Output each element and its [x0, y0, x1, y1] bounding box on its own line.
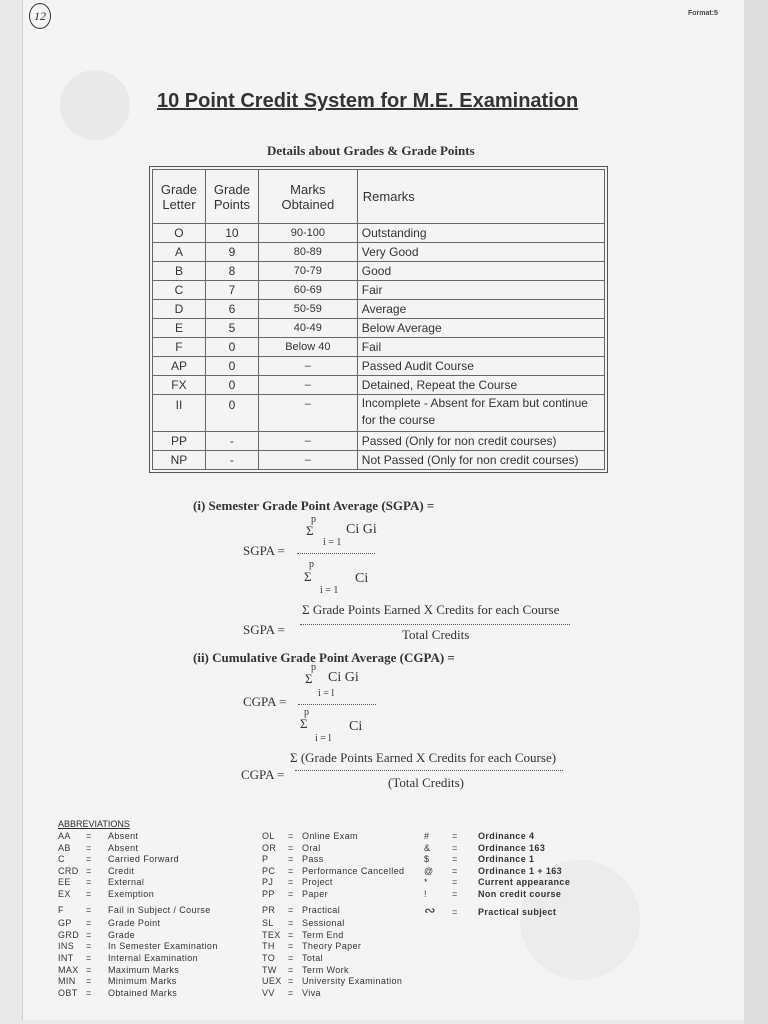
abbreviation-meaning: Total [302, 953, 324, 963]
abbreviation-meaning: Project [302, 877, 333, 888]
table-subtitle: Details about Grades & Grade Points [267, 143, 475, 158]
table-row [153, 319, 605, 338]
cgpa-den-lower-limit: i = l [315, 733, 332, 744]
abbreviation-meaning: Exemption [108, 889, 155, 899]
cgpa-label: CGPA = [243, 694, 287, 709]
abbreviation-code: ! [424, 889, 427, 899]
abbreviation-code: INS [58, 941, 75, 952]
abbreviation-meaning: Performance Cancelled [302, 865, 405, 876]
page-number: 12 [29, 3, 51, 29]
abbreviation-code: P [262, 854, 269, 865]
abbreviation-meaning: Absent [108, 842, 139, 853]
abbreviation-code: TH [262, 941, 275, 952]
abbreviation-meaning: Practical [302, 904, 341, 915]
abbreviation-item [262, 866, 404, 876]
abbreviation-item [58, 941, 218, 951]
equals-sign: = [288, 889, 294, 899]
abbreviation-meaning: Ordinance 163 [478, 842, 546, 853]
abbreviation-item [262, 976, 402, 986]
abbreviation-meaning: Non credit course [478, 889, 562, 899]
grade-points-cell: 5 [205, 319, 258, 338]
equals-sign: = [86, 987, 92, 998]
abbreviation-code: PC [262, 865, 276, 876]
abbreviation-code: TW [262, 964, 277, 975]
abbreviation-meaning: Sessional [302, 918, 345, 929]
scan-edge [744, 0, 768, 1024]
abbreviation-code: & [424, 842, 431, 853]
equals-sign: = [86, 941, 92, 952]
abbreviation-code: TO [262, 953, 276, 963]
equals-sign: = [86, 929, 92, 940]
grade-letter-cell: B [153, 262, 206, 281]
abbreviation-meaning: Fail in Subject / Course [108, 904, 211, 915]
abbreviation-code: $ [424, 854, 430, 865]
abbreviation-item [262, 877, 333, 887]
abbreviation-item [262, 953, 323, 963]
header-grade-letter: Grade Letter [153, 170, 206, 224]
abbreviation-item [424, 854, 534, 864]
equals-sign: = [452, 865, 458, 876]
abbreviation-code: OR [262, 842, 277, 853]
table-row [153, 451, 605, 470]
grade-letter-cell: O [153, 224, 206, 243]
equals-sign: = [86, 918, 92, 929]
remarks-cell: Passed Audit Course [357, 357, 604, 376]
abbreviation-meaning: Online Exam [302, 831, 358, 841]
sgpa-fraction-line [297, 553, 375, 554]
grade-letter-cell: A [153, 243, 206, 262]
abbreviation-code: PJ [262, 877, 274, 888]
abbreviation-meaning: Pass [302, 854, 324, 865]
abbreviation-item [262, 988, 321, 998]
cgpa-label-2: CGPA = [241, 767, 285, 782]
sgpa-den-sigma: Σ [304, 569, 312, 584]
abbreviation-code: TEX [262, 929, 281, 940]
grade-points-cell: 0 [205, 357, 258, 376]
equals-sign: = [288, 929, 294, 940]
sgpa-denominator-term: Ci [355, 571, 369, 586]
abbreviation-code: MIN [58, 976, 76, 987]
grade-points-cell: - [205, 432, 258, 451]
abbreviation-item [262, 941, 361, 951]
marks-obtained-cell: – [258, 451, 357, 470]
table-row [153, 376, 605, 395]
abbreviation-code: AA [58, 831, 71, 841]
sgpa-upper-limit: p [311, 514, 316, 525]
cgpa-text-denominator: (Total Credits) [388, 775, 464, 790]
marks-obtained-cell: 70-79 [258, 262, 357, 281]
equals-sign: = [288, 976, 294, 987]
grade-points-cell: 0 [205, 376, 258, 395]
equals-sign: = [452, 877, 458, 888]
equals-sign: = [288, 842, 294, 853]
sgpa-text-fraction-line [300, 624, 570, 625]
abbreviation-item [58, 831, 138, 841]
abbreviation-item [58, 877, 144, 887]
grade-points-cell: 0 [205, 338, 258, 357]
grade-points-cell: 9 [205, 243, 258, 262]
abbreviation-item [262, 905, 340, 915]
abbreviation-meaning: Ordinance 1 + 163 [478, 865, 563, 876]
abbreviation-item [58, 976, 177, 986]
abbreviation-item [262, 889, 328, 899]
equals-sign: = [288, 865, 294, 876]
remarks-cell: Detained, Repeat the Course [357, 376, 604, 395]
abbreviation-code: INT [58, 953, 74, 963]
abbreviation-item [262, 831, 358, 841]
equals-sign: = [86, 865, 92, 876]
cgpa-fraction-line [298, 704, 376, 705]
cgpa-denominator-term: Ci [349, 719, 363, 734]
abbreviation-code: GRD [58, 929, 80, 940]
sgpa-label: SGPA = [243, 543, 285, 558]
remarks-cell: Average [357, 300, 604, 319]
abbreviation-item [262, 854, 324, 864]
table-row [153, 338, 605, 357]
cgpa-den-upper-limit: p [304, 707, 309, 718]
abbreviation-code: EE [58, 877, 71, 888]
equals-sign: = [288, 854, 294, 865]
equals-sign: = [86, 964, 92, 975]
grade-letter-cell: F [153, 338, 206, 357]
abbreviation-meaning: In Semester Examination [108, 941, 218, 952]
sgpa-lower-limit: i = 1 [323, 537, 342, 548]
table-row [153, 281, 605, 300]
remarks-cell: Fail [357, 338, 604, 357]
abbreviation-item [424, 831, 534, 841]
abbreviation-item [424, 843, 545, 853]
abbreviation-meaning: External [108, 877, 145, 888]
equals-sign: = [288, 953, 294, 963]
grades-table-frame [149, 166, 608, 473]
abbreviations-title: ABBREVIATIONS [58, 819, 130, 829]
abbreviation-meaning: Ordinance 1 [478, 854, 535, 865]
abbreviation-item [58, 930, 135, 940]
grade-letter-cell: FX [153, 376, 206, 395]
abbreviation-item [424, 866, 562, 876]
table-row [153, 300, 605, 319]
abbreviation-meaning: Term End [302, 929, 344, 940]
equals-sign: = [288, 877, 294, 888]
equals-sign: = [86, 953, 92, 963]
grade-points-cell: 10 [205, 224, 258, 243]
equals-sign: = [288, 941, 294, 952]
remarks-cell: Fair [357, 281, 604, 300]
sgpa-heading: (i) Semester Grade Point Average (SGPA) = [193, 498, 435, 513]
abbreviation-code: VV [262, 987, 275, 998]
remarks-cell: Outstanding [357, 224, 604, 243]
table-row [153, 357, 605, 376]
cgpa-sigma: Σ [305, 671, 313, 686]
equals-sign: = [288, 831, 294, 841]
cgpa-text-numerator: Σ (Grade Points Earned X Credits for each Course) [290, 750, 557, 765]
abbreviation-item [58, 854, 179, 864]
abbreviation-meaning: Current appearance [478, 877, 571, 888]
abbreviation-code: MAX [58, 964, 79, 975]
abbreviation-meaning: Grade [108, 929, 136, 940]
abbreviation-code: AB [58, 842, 71, 853]
abbreviation-meaning: University Examination [302, 976, 403, 987]
abbreviation-code: GP [58, 918, 72, 929]
abbreviation-code: CRD [58, 865, 79, 876]
remarks-cell: Incomplete - Absent for Exam but continue for the course [357, 395, 604, 432]
abbreviation-meaning: Paper [302, 889, 329, 899]
marks-obtained-cell: – [258, 395, 357, 432]
marks-obtained-cell: – [258, 357, 357, 376]
sgpa-text-numerator: Σ Grade Points Earned X Credits for each Course [302, 602, 560, 617]
abbreviation-item [58, 905, 211, 915]
abbreviation-code: @ [424, 865, 434, 876]
abbreviation-item [424, 877, 570, 887]
grade-points-cell: 6 [205, 300, 258, 319]
abbreviation-item [58, 889, 154, 899]
abbreviation-meaning: Term Work [302, 964, 349, 975]
abbreviation-item [424, 889, 561, 899]
abbreviation-item [262, 843, 321, 853]
grades-table [152, 169, 605, 470]
header-marks-obtained: Marks Obtained [258, 170, 357, 224]
abbreviation-code: UEX [262, 976, 282, 987]
remarks-cell: Good [357, 262, 604, 281]
remarks-cell: Very Good [357, 243, 604, 262]
abbreviation-meaning: Internal Examination [108, 953, 199, 963]
abbreviation-item [58, 988, 177, 998]
equals-sign: = [452, 906, 458, 917]
marks-obtained-cell: 60-69 [258, 281, 357, 300]
abbreviation-code: # [424, 831, 430, 841]
grade-letter-cell: C [153, 281, 206, 300]
abbreviation-meaning: Obtained Marks [108, 987, 178, 998]
marks-obtained-cell: Below 40 [258, 338, 357, 357]
sgpa-den-upper-limit: p [309, 559, 314, 570]
abbreviation-item [262, 965, 349, 975]
equals-sign: = [452, 854, 458, 865]
abbreviation-meaning: Absent [108, 831, 139, 841]
equals-sign: = [452, 889, 458, 899]
abbreviation-meaning: Practical subject [478, 906, 557, 917]
marks-obtained-cell: – [258, 376, 357, 395]
cgpa-heading: (ii) Cumulative Grade Point Average (CGPA) = [193, 650, 455, 665]
equals-sign: = [86, 842, 92, 853]
grade-letter-cell: E [153, 319, 206, 338]
grade-points-cell: 8 [205, 262, 258, 281]
cgpa-den-sigma: Σ [300, 716, 308, 731]
marks-obtained-cell: 40-49 [258, 319, 357, 338]
abbreviation-meaning: Ordinance 4 [478, 831, 535, 841]
table-row [153, 243, 605, 262]
abbreviation-meaning: Minimum Marks [108, 976, 177, 987]
abbreviation-meaning: Viva [302, 987, 321, 998]
table-row [153, 224, 605, 243]
sgpa-den-lower-limit: i = 1 [320, 585, 339, 596]
grade-letter-cell: PP [153, 432, 206, 451]
equals-sign: = [452, 842, 458, 853]
abbreviation-item [262, 930, 344, 940]
equals-sign: = [86, 976, 92, 987]
abbreviation-code: SL [262, 918, 274, 929]
abbreviation-code: F [58, 904, 64, 915]
abbreviation-item [58, 953, 198, 963]
abbreviation-meaning: Maximum Marks [108, 964, 180, 975]
grade-letter-cell: D [153, 300, 206, 319]
grade-points-cell: 7 [205, 281, 258, 300]
marks-obtained-cell: 90-100 [258, 224, 357, 243]
abbreviation-item [424, 901, 557, 918]
scan-stain [60, 70, 130, 140]
equals-sign: = [288, 904, 294, 915]
abbreviation-code: * [424, 877, 428, 888]
remarks-cell: Passed (Only for non credit courses) [357, 432, 604, 451]
table-row [153, 395, 605, 432]
marks-obtained-cell: 80-89 [258, 243, 357, 262]
table-header-row [153, 170, 605, 224]
abbreviation-code: ∾ [424, 901, 437, 918]
equals-sign: = [86, 904, 92, 915]
sgpa-numerator-term: Ci Gi [346, 522, 377, 537]
table-row [153, 432, 605, 451]
marks-obtained-cell: 50-59 [258, 300, 357, 319]
equals-sign: = [86, 877, 92, 888]
format-label: Format:5 [688, 10, 718, 17]
abbreviation-code: OL [262, 831, 275, 841]
cgpa-numerator-term: Ci Gi [328, 670, 359, 685]
abbreviation-meaning: Grade Point [108, 918, 161, 929]
equals-sign: = [86, 831, 92, 841]
grade-points-cell: 0 [205, 395, 258, 432]
grade-letter-cell: AP [153, 357, 206, 376]
grade-points-cell: - [205, 451, 258, 470]
abbreviation-item [58, 965, 179, 975]
abbreviation-code: C [58, 854, 65, 865]
abbreviation-item [262, 918, 345, 928]
remarks-cell: Not Passed (Only for non credit courses) [357, 451, 604, 470]
grade-letter-cell: II [153, 395, 206, 432]
remarks-cell: Below Average [357, 319, 604, 338]
cgpa-upper-limit: p [311, 662, 316, 673]
table-row [153, 262, 605, 281]
sgpa-text-denominator: Total Credits [402, 627, 470, 642]
abbreviation-code: PP [262, 889, 275, 899]
abbreviation-code: OBT [58, 987, 78, 998]
page-title: 10 Point Credit System for M.E. Examination [157, 90, 579, 112]
equals-sign: = [288, 987, 294, 998]
equals-sign: = [288, 964, 294, 975]
table-body [153, 224, 605, 470]
abbreviation-meaning: Credit [108, 865, 135, 876]
equals-sign: = [86, 889, 92, 899]
header-remarks: Remarks [357, 170, 604, 224]
equals-sign: = [288, 918, 294, 929]
marks-obtained-cell: – [258, 432, 357, 451]
abbreviation-code: PR [262, 904, 276, 915]
abbreviation-item [58, 918, 160, 928]
abbreviation-code: EX [58, 889, 71, 899]
abbreviation-item [58, 843, 138, 853]
cgpa-text-fraction-line [295, 770, 563, 771]
header-grade-points: Grade Points [205, 170, 258, 224]
abbreviation-meaning: Carried Forward [108, 854, 180, 865]
abbreviation-item [58, 866, 134, 876]
equals-sign: = [86, 854, 92, 865]
abbreviation-meaning: Theory Paper [302, 941, 362, 952]
sgpa-sigma: Σ [306, 523, 314, 538]
abbreviation-meaning: Oral [302, 842, 321, 853]
cgpa-lower-limit: i = l [318, 688, 335, 699]
sgpa-label-2: SGPA = [243, 622, 285, 637]
grade-letter-cell: NP [153, 451, 206, 470]
equals-sign: = [452, 831, 458, 841]
